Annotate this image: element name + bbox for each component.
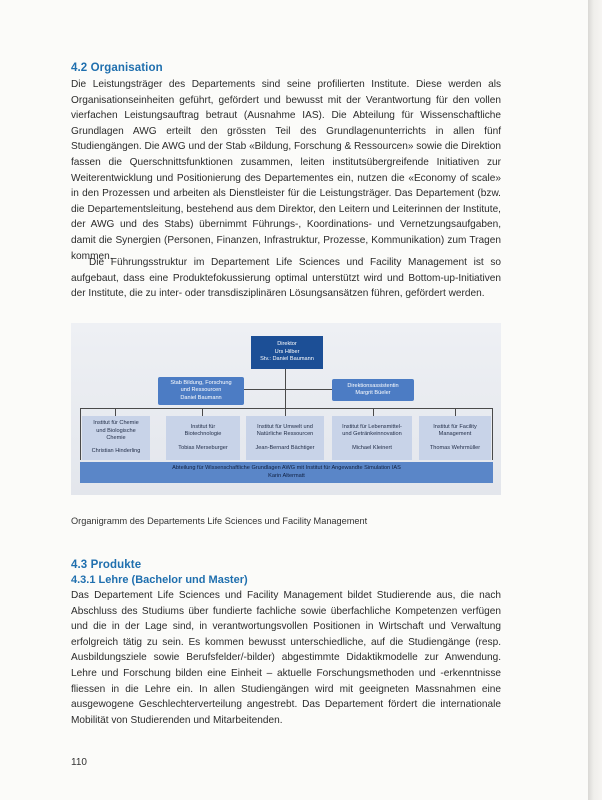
connector-line	[455, 408, 492, 409]
connector-line	[80, 408, 115, 409]
institute-title: Institut für Facility Management	[433, 423, 477, 438]
assistant-name: Margrit Büeler	[355, 390, 391, 396]
connector-line	[285, 408, 286, 416]
institute-head: Tobias Merseburger	[178, 444, 228, 451]
paragraph-organisation-2: Die Führungsstruktur im Departement Life Sciences und Facility Management ist so aufgebaut, dass eine Produktefokussierung optimal unterstützt wird und Bottom-up-Initiativen der Institute, die zu inter- oder transdisziplinären Lösungsansätzen führen, gefördert werden.	[71, 257, 501, 300]
connector-line	[492, 408, 493, 460]
institute-head: Thomas Wehrmüller	[429, 444, 481, 451]
org-box-stab	[158, 377, 244, 405]
connector-line	[285, 368, 286, 408]
org-box-director	[251, 336, 323, 369]
institute-title: Institut für Umwelt und Natürliche Ressourcen	[256, 423, 314, 438]
org-box-assistant	[332, 379, 414, 401]
subsection-heading-lehre: 4.3.1 Lehre (Bachelor und Master)	[71, 574, 248, 586]
connector-line	[202, 408, 203, 416]
assistant-role: Direktionsassistentin	[347, 382, 399, 389]
page-number: 110	[71, 757, 87, 768]
connector-line	[455, 408, 456, 416]
stab-line-1: Stab Bildung, Forschung	[170, 379, 232, 386]
stab-line-2: und Ressourcen	[180, 387, 222, 394]
institute-title: Institut für Lebensmittel- und Getränkeinnovation	[342, 423, 402, 438]
paragraph-lehre: Das Departement Life Sciences und Facility Management bildet Studierende aus, die nach Abschluss des Studiums über fundierte fachliche sowie überfachliche Kompetenzen verfügen und die in der Lage sind, in verantwortungsvollen Positionen in Wirtschaft und Verwaltung erfolgreich tätig zu sein. Es kommen bewusst unterschiedliche, auf die Studiengänge (resp. Ausbildungsziele sowie Berufsfelder/-bilder) abgestimmte Didaktikmodelle zur Anwendung. Lehre und Forschung bilden eine Einheit – aktuelle Forschungsmethoden und -erkenntnisse fliessen in die Lehre ein. In allen Studiengängen wird mit geeigneten Massnahmen eine ausgewogene Geschlechterverteilung angestrebt. Das Departement fördert die internationale Mobilität von Studierenden und Mitarbeitenden.	[71, 590, 501, 726]
awg-head: Karin Altermatt	[268, 472, 305, 479]
org-box-institute-chemistry	[82, 416, 150, 460]
institute-title: Institut für Biotechnologie	[184, 423, 222, 438]
director-deputy: Stv.: Daniel Baumann	[260, 356, 314, 363]
stab-head: Daniel Baumann	[180, 394, 222, 401]
figure-caption: Organigramm des Departements Life Sciences und Facility Management	[71, 516, 368, 526]
connector-line	[80, 408, 81, 460]
institute-head: Michael Kleinert	[352, 444, 392, 451]
org-box-institute-environment	[246, 416, 324, 460]
connector-line	[234, 389, 334, 390]
section-heading-produkte: 4.3 Produkte	[71, 559, 142, 571]
section-heading-organisation: 4.2 Organisation	[71, 62, 163, 74]
connector-line	[373, 408, 374, 416]
connector-line	[115, 408, 116, 416]
institute-title: Institut für Chemie und Biologische Chemie	[93, 420, 139, 441]
director-role: Direktor	[277, 341, 297, 348]
institute-head: Christian Hinderling	[91, 448, 141, 455]
awg-title: Abteilung für Wissenschaftliche Grundlagen AWG mit Institut für Angewandte Simulation IAS	[172, 465, 401, 472]
org-box-awg	[80, 462, 493, 483]
paragraph-organisation-1: Die Leistungsträger des Departements sind seine profilierten Institute. Diese werden als Organisationseinheiten geführt, gefördert und bewusst mit der Verantwortung für den vollen vierfachen Leistungsauftrag betraut (Ausnahme IAS). Die Abteilung für Wissenschaftliche Grundlagen AWG erteilt den grössten Teil des Grundlagenunterrichts in allen fünf Studiengängen. Die AWG und der Stab «Bildung, Forschung & Ressourcen» sowie die Direktion fassen die Querschnittsfunktionen zusammen, leiten institutsübergreifende Initiativen zur Weiterentwicklung und Positionierung des Departementes ein, nutzen die «Economy of scale» in den Prozessen und arbeiten als Dienstleister für die Leistungsträger. Das Departement (bzw. die Departementsleitung, bestehend aus dem Direktor, den Leitern und Leiterinnen der Institute, der AWG und des Stabs) übernimmt Führungs-, Koordinations- und Vernetzungsaufgaben, damit die Synergien (Personen, Finanzen, Infrastruktur, Prozesse, Kommunikation) zum Tragen kommen.	[71, 79, 501, 262]
director-name: Urs Hilber	[274, 348, 300, 355]
page-edge	[588, 0, 602, 800]
org-box-institute-food	[332, 416, 412, 460]
org-box-institute-facility	[419, 416, 491, 460]
org-box-institute-biotech	[166, 416, 240, 460]
institute-head: Jean-Bernard Bächtiger	[255, 444, 315, 451]
